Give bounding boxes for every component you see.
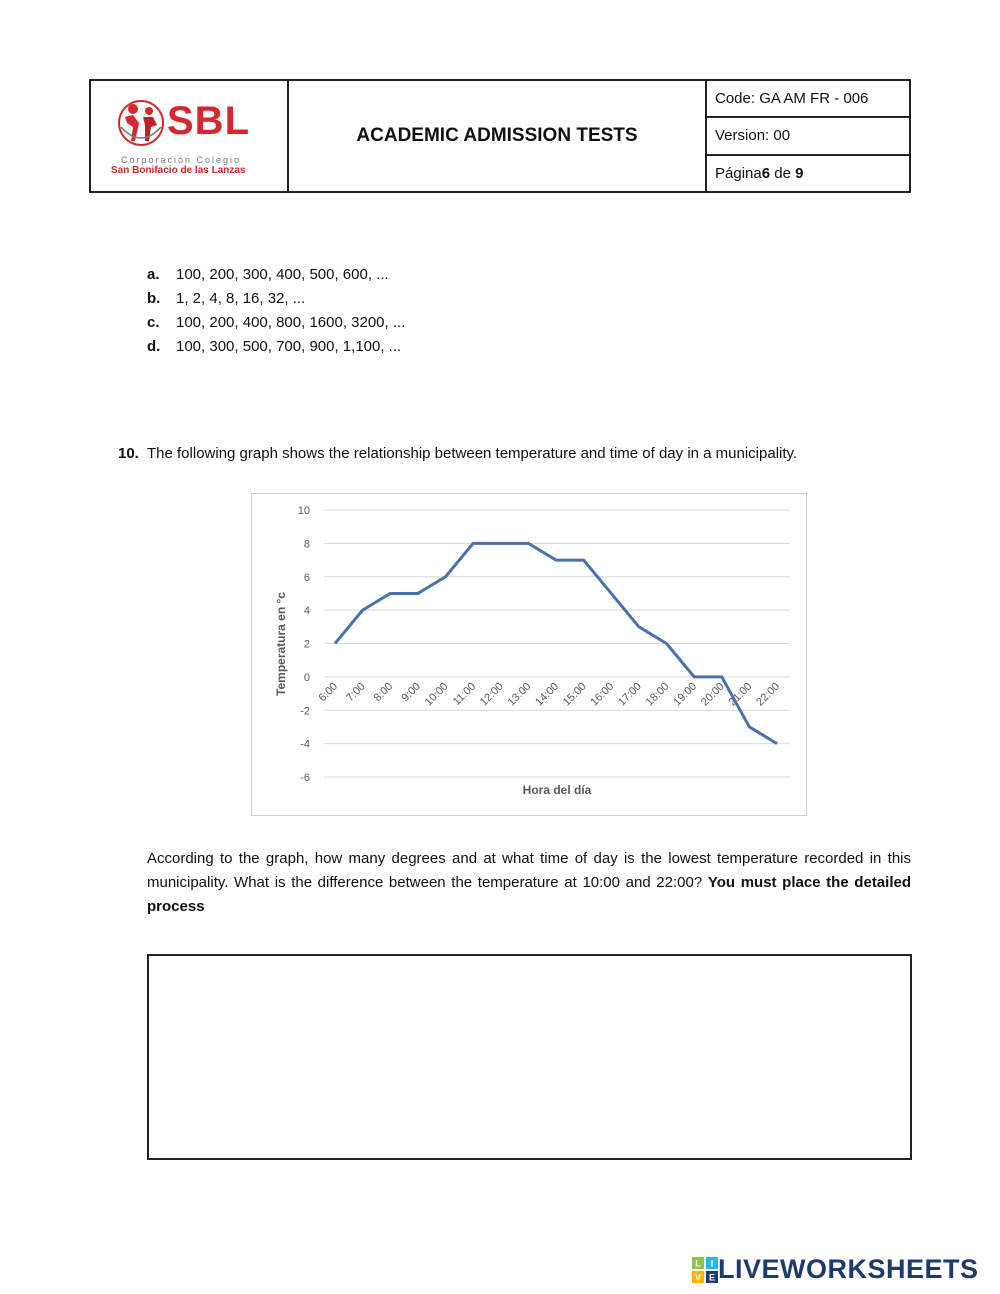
x-tick-label: 17:00 <box>616 680 644 709</box>
corporation-line: Corporación Colegio <box>121 155 242 165</box>
option-c <box>147 311 405 335</box>
document-meta <box>707 81 909 191</box>
question-number: 10. <box>118 445 139 462</box>
y-tick-label: -2 <box>300 705 310 718</box>
y-tick-label: 2 <box>303 638 310 651</box>
option-text: 100, 300, 500, 700, 900, 1,100, ... <box>176 338 402 355</box>
liveworksheets-icon <box>692 1257 718 1283</box>
x-tick-label: 10:00 <box>422 680 451 709</box>
y-tick-label: -6 <box>300 772 310 784</box>
x-tick-label: 15:00 <box>560 680 589 709</box>
liveworksheets-logo <box>692 1254 979 1285</box>
school-emblem-icon <box>115 97 167 153</box>
document-version: Version: 00 <box>707 116 909 153</box>
x-tick-label: 14:00 <box>533 680 562 709</box>
x-tick-label: 19:00 <box>671 680 700 709</box>
x-tick-label: 11:00 <box>450 680 479 708</box>
icon-letter: I <box>710 1258 714 1268</box>
option-letter: d. <box>147 338 161 355</box>
option-b <box>147 287 405 311</box>
question-text: The following graph shows the relationship between temperature and time of day in a municipality. <box>147 445 798 462</box>
y-axis-title: Temperatura en °c <box>274 592 288 696</box>
option-a <box>147 263 405 287</box>
page-number <box>707 154 909 191</box>
y-tick-label: 4 <box>303 605 310 618</box>
y-tick-label: 8 <box>303 538 310 551</box>
temperature-chart <box>251 493 807 816</box>
option-d <box>147 335 405 359</box>
option-text: 100, 200, 300, 400, 500, 600, ... <box>176 266 389 283</box>
icon-letter: V <box>694 1272 702 1282</box>
liveworksheets-text: LIVEWORKSHEETS <box>718 1254 979 1284</box>
school-name: San Bonifacio de las Lanzas <box>111 165 246 176</box>
x-tick-label: 22:00 <box>754 680 783 709</box>
chart-svg <box>252 494 806 815</box>
x-tick-label: 21:00 <box>726 680 755 709</box>
x-tick-label: 18:00 <box>643 680 672 709</box>
school-logo <box>91 81 289 191</box>
x-tick-label: 6:00 <box>316 680 341 705</box>
x-tick-label: 9:00 <box>399 680 423 705</box>
question-10 <box>118 445 797 462</box>
x-tick-label: 13:00 <box>505 680 534 709</box>
page-current: 6 <box>761 164 771 182</box>
x-tick-label: 20:00 <box>698 680 727 709</box>
option-letter: a. <box>147 266 160 283</box>
x-tick-label: 7:00 <box>344 680 368 705</box>
followup-question <box>147 847 911 919</box>
document-header <box>89 79 911 193</box>
y-tick-label: 10 <box>297 505 310 517</box>
page-total: 9 <box>795 164 804 182</box>
x-axis-title: Hora del día <box>522 783 592 797</box>
icon-letter: E <box>708 1272 716 1282</box>
y-tick-label: -4 <box>300 738 310 751</box>
option-letter: b. <box>147 290 161 307</box>
answer-box[interactable] <box>147 954 912 1160</box>
option-letter: c. <box>147 314 160 331</box>
document-title: ACADEMIC ADMISSION TESTS <box>289 81 707 191</box>
option-text: 1, 2, 4, 8, 16, 32, ... <box>176 290 306 307</box>
brand-name: SBL <box>167 99 250 143</box>
followup-text: According to the graph, how many degrees and at what time of day is the lowest temperature recorded in this municipality. What is the difference between the temperature at 10:00 and 22:00? <box>147 850 911 891</box>
answer-options <box>147 263 405 359</box>
x-tick-label: 8:00 <box>371 680 396 705</box>
followup-instruction: You must place the detailed process <box>147 874 911 915</box>
document-code: Code: GA AM FR - 006 <box>715 90 869 108</box>
icon-letter: L <box>695 1258 701 1268</box>
x-tick-label: 16:00 <box>588 680 617 709</box>
x-tick-label: 12:00 <box>477 680 506 709</box>
y-tick-label: 0 <box>303 671 310 684</box>
page-mid: de <box>770 164 796 182</box>
page-prefix: Página <box>715 164 762 182</box>
option-text: 100, 200, 400, 800, 1600, 3200, ... <box>176 314 406 331</box>
y-tick-label: 6 <box>303 571 310 584</box>
